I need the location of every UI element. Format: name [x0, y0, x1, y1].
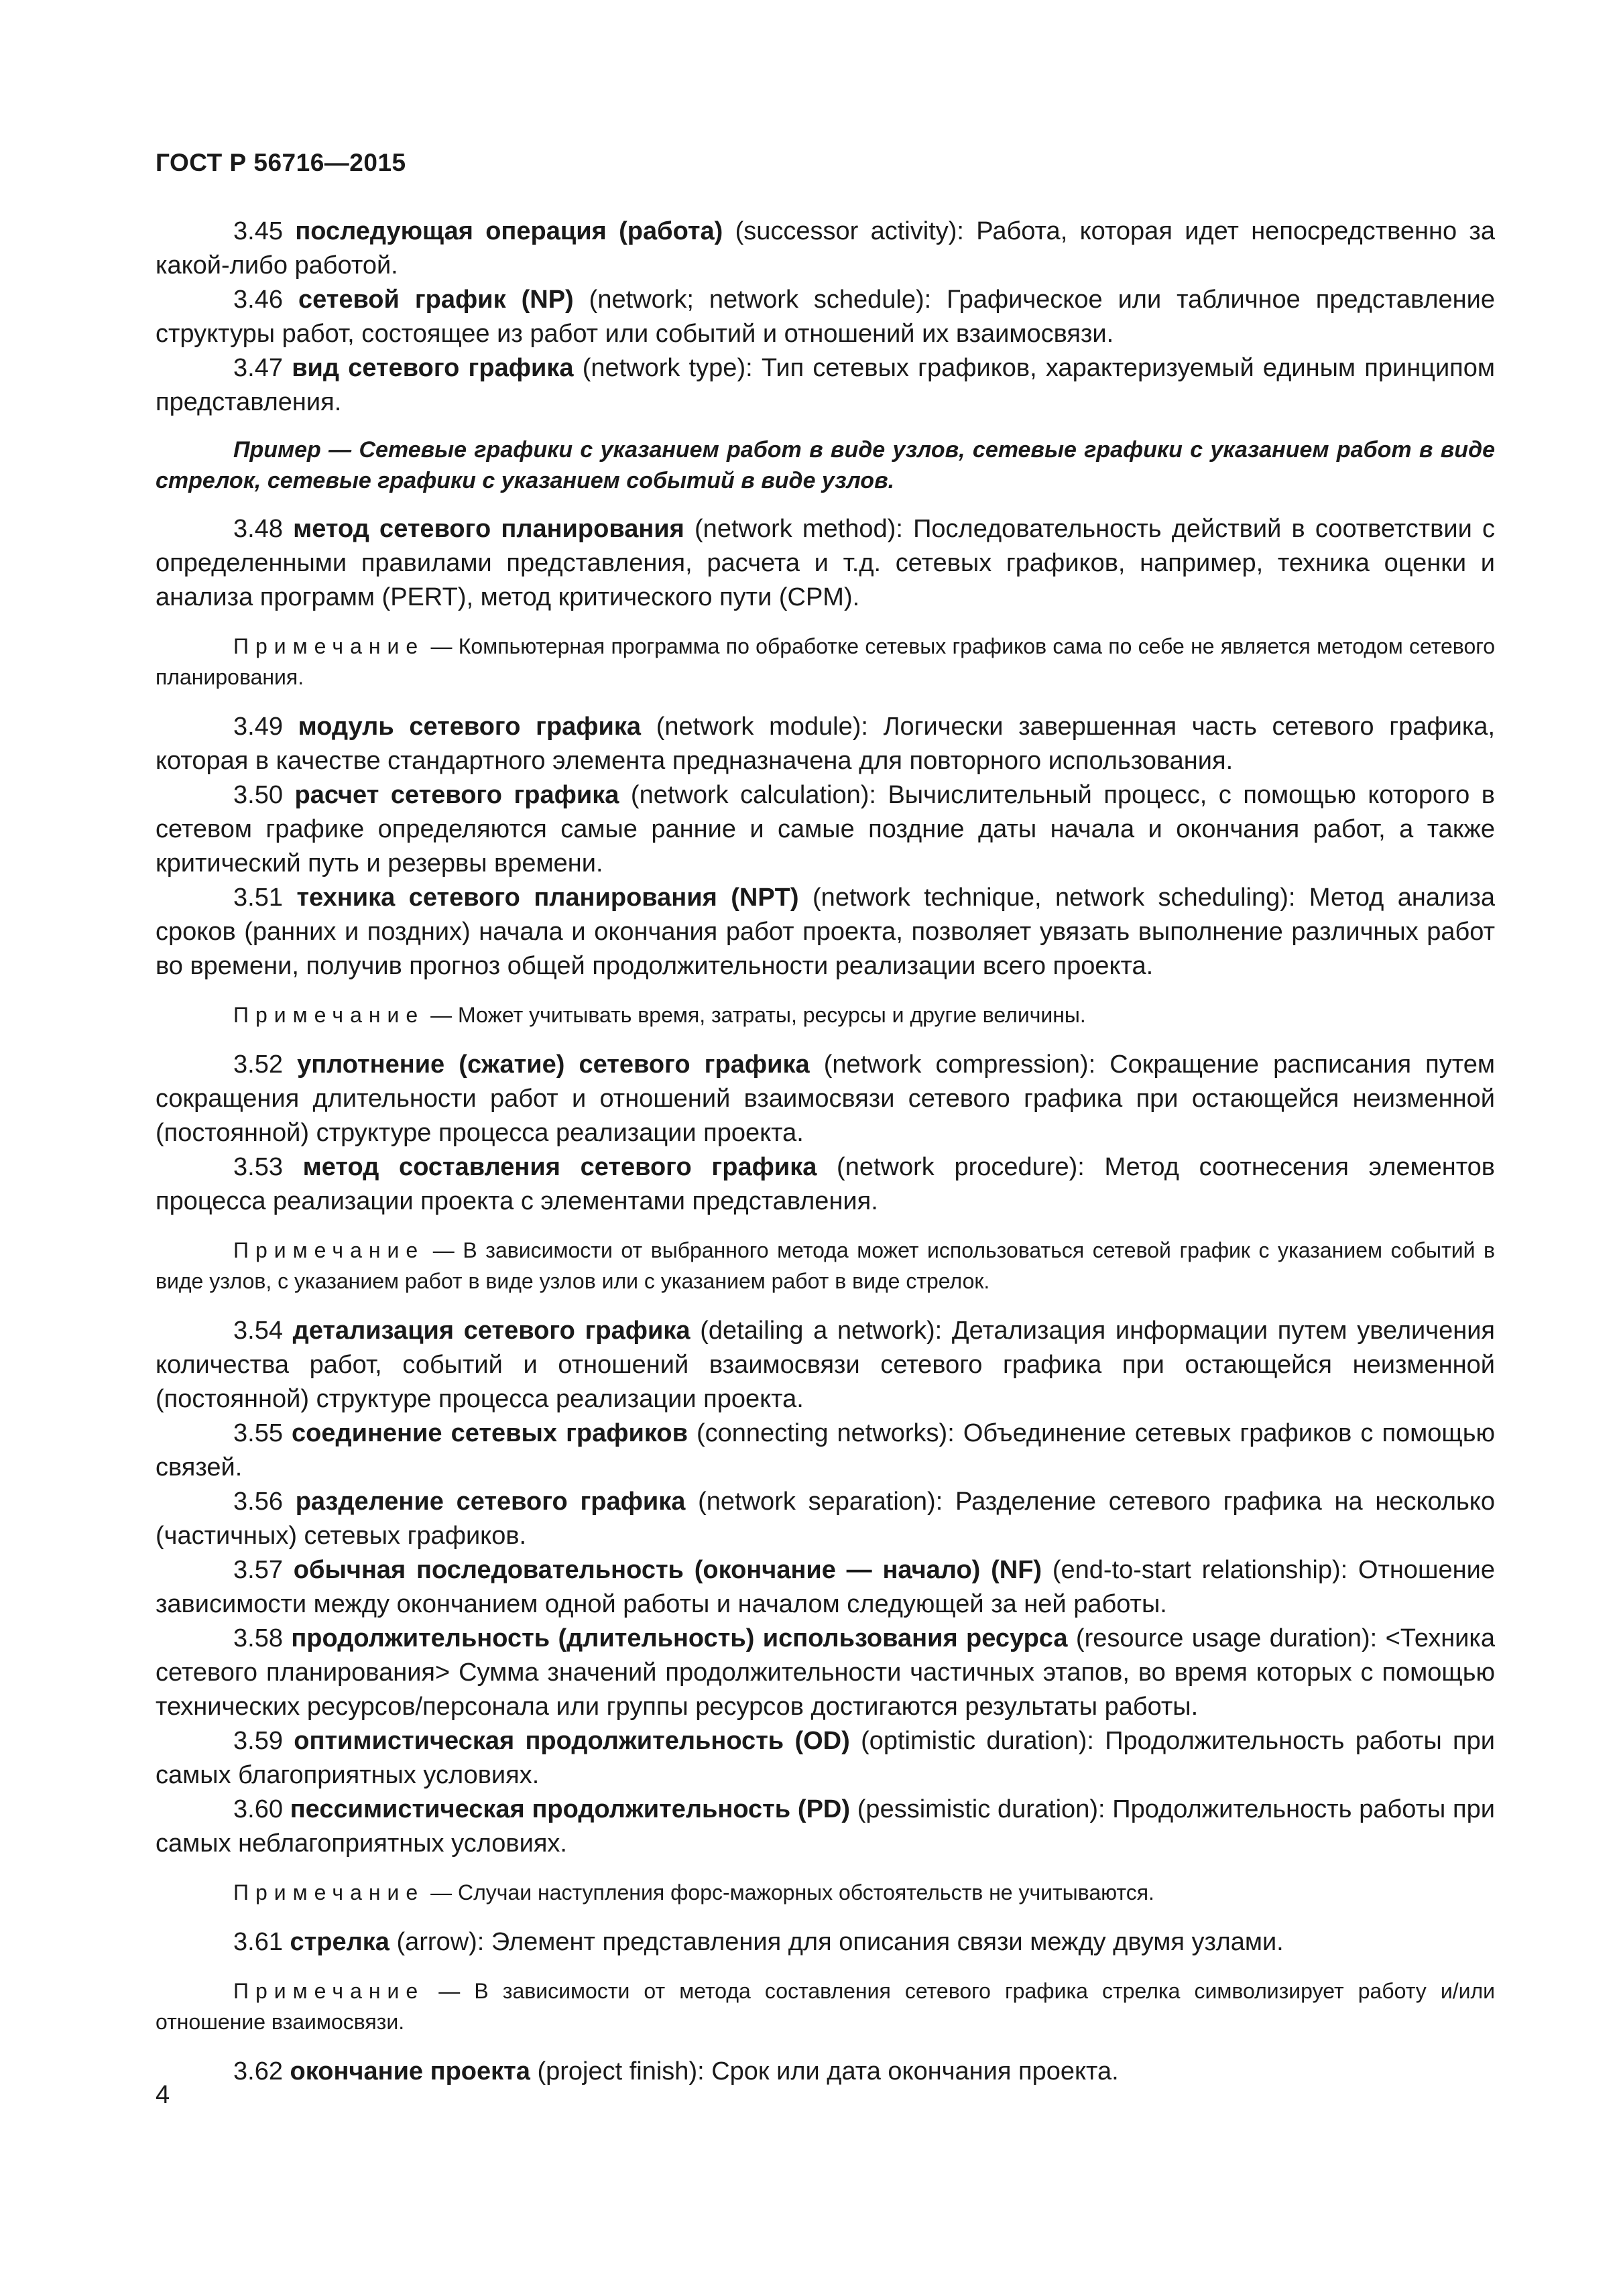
entry-definition: (arrow): Элемент представления для описания связи между двумя узлами.: [389, 1928, 1284, 1956]
entry-term: обычная последовательность (окончание — начало) (NF): [293, 1556, 1042, 1584]
entry-number: 3.57: [233, 1556, 283, 1584]
note-3: [156, 1235, 1495, 1296]
entry-definition: (network technique, network scheduling): Метод анализа сроков (ранних и поздних) начала и окончания работ проекта, позволяет увязать выполнение различных работ во времени, получив прогноз общей продолжительности реализации всего проекта.: [156, 884, 1496, 980]
entry-number: 3.46: [233, 286, 283, 314]
note-dash: —: [424, 1238, 463, 1262]
note-text: Случаи наступления форс-мажорных обстоятельств не учитываются.: [458, 1880, 1154, 1905]
entry-number: 3.52: [233, 1050, 283, 1079]
entry-3-60: [156, 1793, 1495, 1861]
entry-definition: (network procedure): Метод соотнесения элементов процесса реализации проекта с элементами представления.: [156, 1153, 1495, 1215]
note-text: Компьютерная программа по обработке сетевых графиков сама по себе не является методом сетевого планирования.: [156, 634, 1496, 689]
entry-number: 3.53: [233, 1153, 283, 1181]
entry-definition: (network compression): Сокращение расписания путем сокращения длительности работ и отношений взаимосвязи сетевого графика при остающейся неизменной (постоянной) структуре процесса реализации проекта.: [156, 1050, 1495, 1147]
entry-definition: (pessimistic duration): Продолжительность работы при самых неблагоприятных условиях.: [156, 1795, 1495, 1858]
document-body: [156, 215, 1495, 2089]
note-5: [156, 1976, 1495, 2037]
note-label: Примечание: [233, 1003, 425, 1027]
note-2: [156, 1000, 1495, 1030]
entry-number: 3.59: [233, 1727, 283, 1755]
entry-term: продолжительность (длительность) использования ресурса: [291, 1624, 1068, 1652]
note-dash: —: [424, 1979, 475, 2003]
entry-3-51: [156, 881, 1495, 983]
entry-definition: (end-to-start relationship): Отношение зависимости между окончанием одной работы и началом следующей за ней работы.: [156, 1556, 1496, 1618]
note-dash: —: [424, 1003, 458, 1027]
entry-term: техника сетевого планирования (NPT): [296, 884, 799, 912]
entry-term: уплотнение (сжатие) сетевого графика: [297, 1050, 810, 1079]
entry-term: последующая операция (работа): [295, 217, 723, 245]
note-label: Примечание: [233, 634, 425, 658]
entry-3-45: [156, 215, 1495, 283]
page-number: 4: [156, 2081, 170, 2109]
entry-3-46: [156, 283, 1495, 351]
entry-term: разделение сетевого графика: [295, 1488, 686, 1516]
entry-definition: (network type): Тип сетевых графиков, характеризуемый единым принципом представления.: [156, 354, 1496, 416]
entry-3-61: [156, 1925, 1495, 1959]
note-dash: —: [424, 634, 459, 658]
entry-3-55: [156, 1416, 1495, 1485]
entry-3-50: [156, 778, 1495, 881]
document-header: ГОСТ Р 56716—2015: [156, 149, 406, 176]
entry-3-52: [156, 1048, 1495, 1150]
entry-3-62: [156, 2055, 1495, 2089]
entry-definition: (network calculation): Вычислительный процесс, с помощью которого в сетевом графике определяются самые ранние и самые поздние даты начала и окончания работ, а также критический путь и резервы времени.: [156, 781, 1495, 878]
note-4: [156, 1877, 1495, 1908]
entry-term: окончание проекта: [290, 2057, 530, 2086]
entry-definition: (successor activity): Работа, которая идет непосредственно за какой-либо работой.: [156, 217, 1495, 280]
entry-definition: (detailing a network): Детализация информации путем увеличения количества работ, событий и отношений взаимосвязи сетевого графика при остающейся неизменной (постоянной) структуре процесса реализации проекта.: [156, 1317, 1496, 1413]
example-note: Пример — Сетевые графики с указанием работ в виде узлов, сетевые графики с указанием работ в виде стрелок, сетевые графики с указанием событий в виде узлов.: [156, 437, 1495, 493]
entry-number: 3.49: [233, 713, 283, 741]
entry-3-53: [156, 1150, 1495, 1219]
entry-number: 3.45: [233, 217, 283, 245]
entry-3-57: [156, 1553, 1495, 1622]
entry-term: соединение сетевых графиков: [292, 1419, 688, 1447]
entry-definition: (connecting networks): Объединение сетевых графиков с помощью связей.: [156, 1419, 1495, 1482]
entry-3-59: [156, 1724, 1495, 1793]
entry-number: 3.54: [233, 1317, 283, 1345]
note-label: Примечание: [233, 1979, 425, 2003]
entry-definition: (network separation): Разделение сетевого графика на несколько (частичных) сетевых графиков.: [156, 1488, 1495, 1550]
entry-number: 3.55: [233, 1419, 283, 1447]
note-1: [156, 631, 1495, 692]
note-label: Примечание: [233, 1238, 425, 1262]
note-text: В зависимости от выбранного метода может использоваться сетевой график с указанием событий в виде узлов, с указанием работ в виде узлов или с указанием работ в виде стрелок.: [156, 1238, 1496, 1293]
entry-term: метод составления сетевого графика: [302, 1153, 817, 1181]
entry-3-49: [156, 710, 1495, 778]
entry-term: вид сетевого графика: [292, 354, 574, 382]
entry-definition: (project finish): Срок или дата окончания проекта.: [530, 2057, 1119, 2086]
entry-number: 3.51: [233, 884, 283, 912]
entry-definition: (network; network schedule): Графическое или табличное представление структуры работ, состоящее из работ или событий и отношений их взаимосвязи.: [156, 286, 1496, 348]
note-text: В зависимости от метода составления сетевого графика стрелка символизирует работу и/или отношение взаимосвязи.: [156, 1979, 1495, 2034]
entry-definition: (resource usage duration): <Техника сетевого планирования> Сумма значений продолжительности частичных этапов, во время которых с помощью технических ресурсов/персонала или группы ресурсов достигаются результаты работы.: [156, 1624, 1495, 1721]
entry-3-56: [156, 1485, 1495, 1553]
entry-3-54: [156, 1314, 1495, 1416]
note-dash: —: [424, 1880, 458, 1905]
entry-number: 3.60: [233, 1795, 283, 1823]
entry-number: 3.48: [233, 515, 283, 543]
entry-definition: (optimistic duration): Продолжительность работы при самых благоприятных условиях.: [156, 1727, 1495, 1789]
entry-term: расчет сетевого графика: [294, 781, 619, 809]
note-text: Может учитывать время, затраты, ресурсы и другие величины.: [458, 1003, 1086, 1027]
entry-term: модуль сетевого графика: [298, 713, 642, 741]
entry-number: 3.62: [233, 2057, 283, 2086]
entry-term: метод сетевого планирования: [293, 515, 684, 543]
entry-term: оптимистическая продолжительность (OD): [294, 1727, 850, 1755]
entry-definition: (network module): Логически завершенная часть сетевого графика, которая в качестве стандартного элемента предназначена для повторного использования.: [156, 713, 1495, 775]
entry-number: 3.61: [233, 1928, 283, 1956]
entry-definition: (network method): Последовательность действий в соответствии с определенными правилами представления, расчета и т.д. сетевых графиков, например, техника оценки и анализа программ (PERT), метод критического пути (CPM).: [156, 515, 1495, 611]
entry-number: 3.50: [233, 781, 283, 809]
entry-3-47: [156, 351, 1495, 420]
entry-term: стрелка: [290, 1928, 389, 1956]
entry-3-48: [156, 512, 1495, 615]
note-label: Примечание: [233, 1880, 425, 1905]
entry-3-58: [156, 1622, 1495, 1724]
entry-number: 3.47: [233, 354, 283, 382]
entry-term: детализация сетевого графика: [292, 1317, 690, 1345]
entry-number: 3.58: [233, 1624, 283, 1652]
entry-term: пессимистическая продолжительность (PD): [290, 1795, 851, 1823]
entry-term: сетевой график (NP): [298, 286, 574, 314]
entry-number: 3.56: [233, 1488, 283, 1516]
